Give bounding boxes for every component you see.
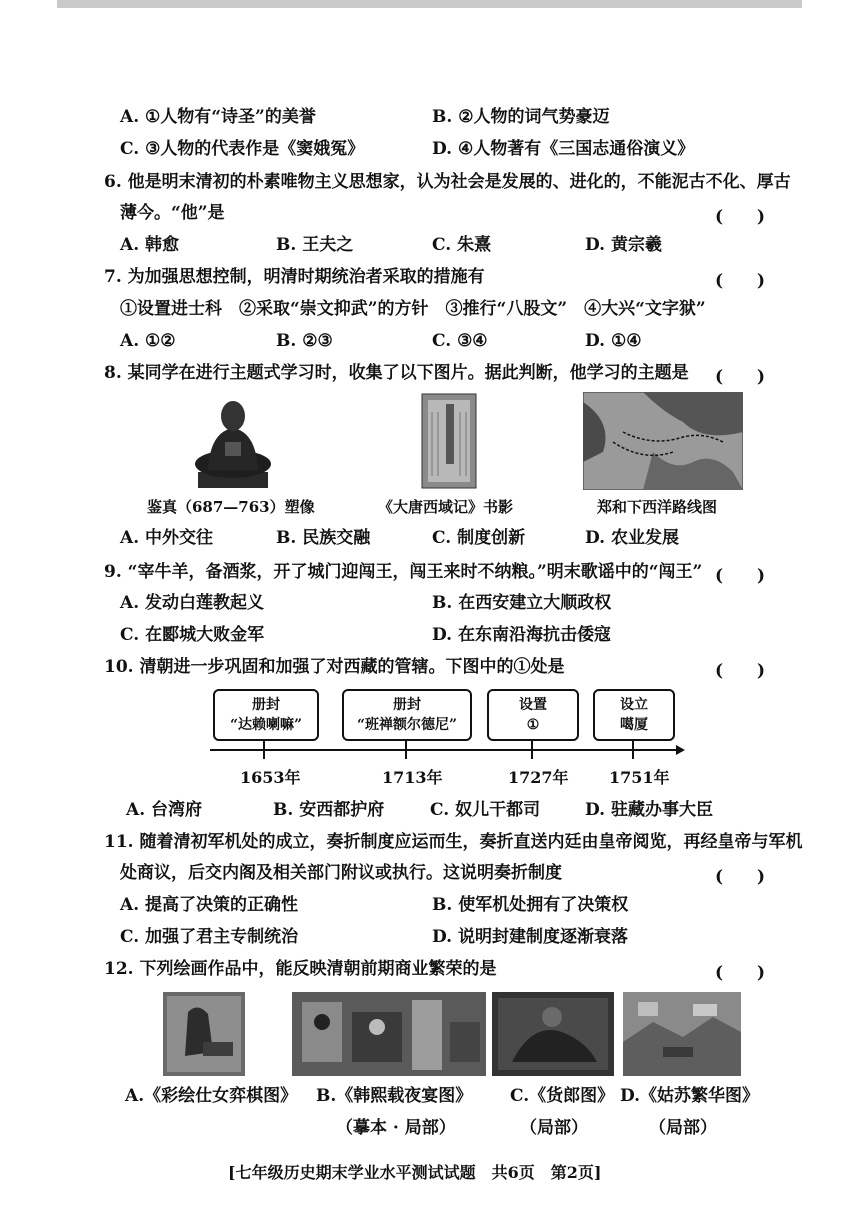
q6-stem-line1: 6. 他是明末清初的朴素唯物主义思想家，认为社会是发展的、进化的，不能泥古不化、厚古 bbox=[104, 172, 791, 192]
q5-option-a: A. ①人物有“诗圣”的美誉 bbox=[120, 107, 316, 127]
q12-stem: 12. 下列绘画作品中，能反映清朝前期商业繁荣的是 bbox=[104, 959, 497, 979]
q10-option-b: B. 安西都护府 bbox=[273, 800, 385, 820]
q8-option-d: D. 农业发展 bbox=[585, 528, 679, 548]
timeline-event-1751 bbox=[593, 689, 675, 741]
event-action: 设置 bbox=[519, 697, 547, 713]
timeline-event-1727 bbox=[487, 689, 579, 741]
q6-option-a: A. 韩愈 bbox=[120, 235, 180, 255]
event-object: “达赖喇嘛” bbox=[229, 717, 303, 733]
q8-stem: 8. 某同学在进行主题式学习时，收集了以下图片。据此判断，他学习的主题是 bbox=[104, 363, 689, 383]
q9-option-d: D. 在东南沿海抗击倭寇 bbox=[432, 625, 611, 645]
q9-option-c: C. 在郾城大败金军 bbox=[120, 625, 265, 645]
event-action: 册封 bbox=[252, 697, 280, 713]
timeline-arrow-icon bbox=[676, 745, 685, 755]
q7-answer-paren: ( ) bbox=[715, 271, 766, 291]
q10-answer-paren: ( ) bbox=[715, 661, 766, 681]
timeline-year: 1653年 bbox=[240, 768, 301, 787]
painting-ladies-weiqi-image bbox=[163, 992, 245, 1076]
q9-stem: 9. “宰牛羊，备酒浆，开了城门迎闯王，闯王来时不纳粮。”明末歌谣中的“闯王” bbox=[104, 562, 703, 582]
q10-option-d: D. 驻藏办事大臣 bbox=[585, 800, 713, 820]
q7-option-b: B. ②③ bbox=[276, 331, 333, 351]
q11-option-c: C. 加强了君主专制统治 bbox=[120, 927, 299, 947]
q12-answer-paren: ( ) bbox=[715, 963, 766, 983]
q5-option-d: D. ④人物著有《三国志通俗演义》 bbox=[432, 139, 695, 159]
painting-gusu-prosperity-image bbox=[623, 992, 741, 1076]
top-scan-edge bbox=[57, 0, 802, 8]
q7-option-c: C. ③④ bbox=[432, 331, 488, 351]
q12-option-d-note: （局部） bbox=[649, 1118, 717, 1138]
q7-stem: 7. 为加强思想控制，明清时期统治者采取的措施有 bbox=[104, 267, 485, 287]
event-object: 噶厦 bbox=[620, 717, 648, 733]
event-object: ① bbox=[526, 717, 540, 733]
q12-option-b-note: （摹本 · 局部） bbox=[336, 1118, 456, 1138]
q7-option-d: D. ①④ bbox=[585, 331, 642, 351]
painting-huolang-peddler-image bbox=[492, 992, 614, 1076]
q6-option-d: D. 黄宗羲 bbox=[585, 235, 662, 255]
q12-option-d: D.《姑苏繁华图》 bbox=[620, 1086, 760, 1106]
timeline-stem bbox=[405, 739, 407, 759]
q8-caption-zhenghe: 郑和下西洋路线图 bbox=[597, 498, 718, 516]
q8-caption-xiyuji: 《大唐西域记》书影 bbox=[378, 498, 514, 516]
q12-option-b: B.《韩熙载夜宴图》 bbox=[316, 1086, 473, 1106]
q10-stem: 10. 清朝进一步巩固和加强了对西藏的管辖。下图中的①处是 bbox=[104, 657, 565, 677]
q6-answer-paren: ( ) bbox=[715, 207, 766, 227]
q11-option-d: D. 说明封建制度逐渐衰落 bbox=[432, 927, 628, 947]
datang-xiyuji-book-image bbox=[420, 392, 478, 490]
timeline-year: 1713年 bbox=[382, 768, 443, 787]
event-action: 册封 bbox=[393, 697, 421, 713]
zhenghe-voyage-map-image bbox=[583, 392, 743, 490]
timeline-year: 1727年 bbox=[508, 768, 569, 787]
q11-option-b: B. 使军机处拥有了决策权 bbox=[432, 895, 629, 915]
timeline-stem bbox=[263, 739, 265, 759]
q9-option-b: B. 在西安建立大顺政权 bbox=[432, 593, 612, 613]
q6-stem-line2: 薄今。“他”是 bbox=[120, 203, 225, 223]
timeline-stem bbox=[632, 739, 634, 759]
timeline-event-1713 bbox=[342, 689, 472, 741]
q5-option-c: C. ③人物的代表作是《窦娥冤》 bbox=[120, 139, 365, 159]
q7-option-a: A. ①② bbox=[120, 331, 176, 351]
q11-stem-line2: 处商议，后交内阁及相关部门附议或执行。这说明奏折制度 bbox=[120, 863, 562, 883]
q8-answer-paren: ( ) bbox=[715, 367, 766, 387]
page-footer: [七年级历史期末学业水平测试试题 共6页 第2页] bbox=[228, 1163, 602, 1182]
jianzhen-statue-image bbox=[188, 392, 278, 490]
event-action: 设立 bbox=[620, 697, 648, 713]
q12-option-c-note: （局部） bbox=[520, 1118, 588, 1138]
timeline-axis bbox=[210, 749, 680, 751]
q5-option-b: B. ②人物的词气势豪迈 bbox=[432, 107, 610, 127]
q9-option-a: A. 发动白莲教起义 bbox=[120, 593, 265, 613]
q7-items: ①设置进士科 ②采取“崇文抑武”的方针 ③推行“八股文” ④大兴“文字狱” bbox=[120, 299, 706, 319]
q8-option-a: A. 中外交往 bbox=[120, 528, 214, 548]
timeline-event-1653 bbox=[213, 689, 319, 741]
q10-option-a: A. 台湾府 bbox=[126, 800, 203, 820]
q12-option-c: C.《货郎图》 bbox=[510, 1086, 615, 1106]
q6-option-b: B. 王夫之 bbox=[276, 235, 354, 255]
q11-option-a: A. 提高了决策的正确性 bbox=[120, 895, 299, 915]
q8-option-b: B. 民族交融 bbox=[276, 528, 371, 548]
q8-option-c: C. 制度创新 bbox=[432, 528, 526, 548]
q11-answer-paren: ( ) bbox=[715, 867, 766, 887]
q11-stem-line1: 11. 随着清初军机处的成立，奏折制度应运而生，奏折直送内廷由皇帝阅览，再经皇帝与军机 bbox=[104, 832, 803, 852]
q9-answer-paren: ( ) bbox=[715, 566, 766, 586]
painting-hanxizai-night-banquet-image bbox=[292, 992, 486, 1076]
q6-option-c: C. 朱熹 bbox=[432, 235, 492, 255]
timeline-stem bbox=[531, 739, 533, 759]
event-object: “班禅额尔德尼” bbox=[356, 717, 458, 733]
q8-caption-jianzhen: 鉴真（687—763）塑像 bbox=[147, 498, 315, 516]
q12-option-a: A.《彩绘仕女弈棋图》 bbox=[125, 1086, 298, 1106]
q10-option-c: C. 奴儿干都司 bbox=[430, 800, 541, 820]
timeline-year: 1751年 bbox=[609, 768, 670, 787]
